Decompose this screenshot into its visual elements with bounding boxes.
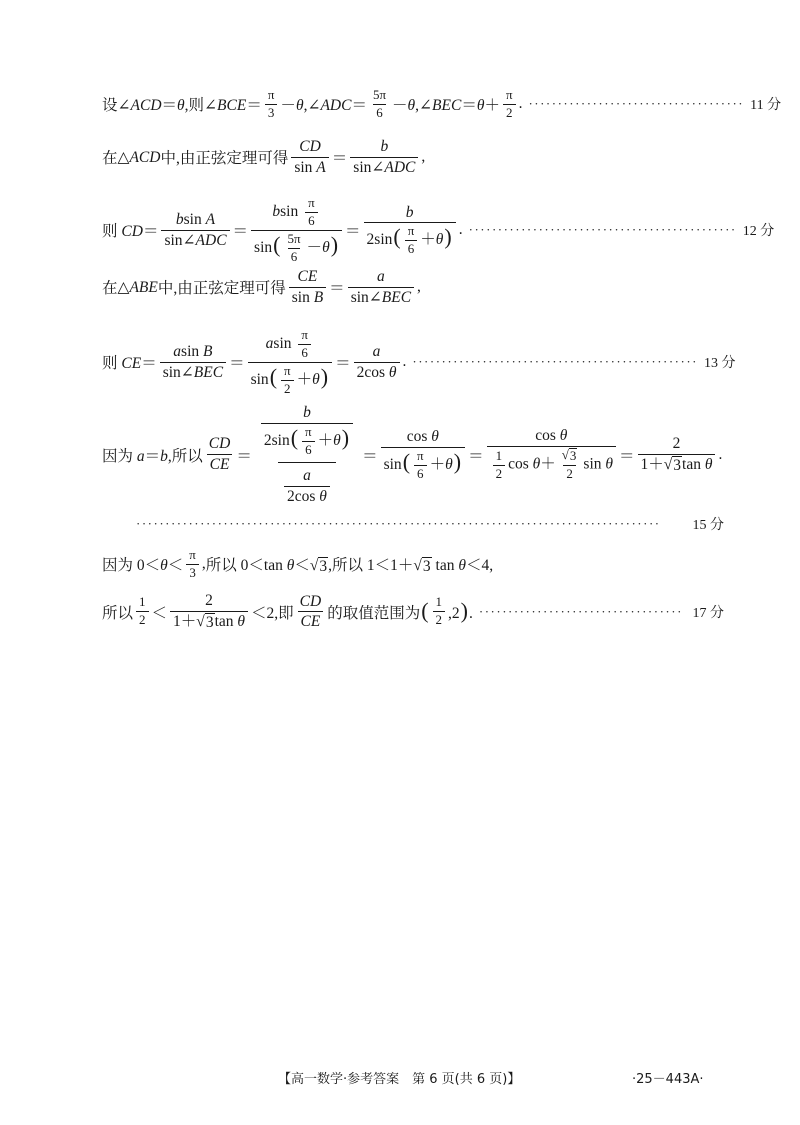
text-yinwei: 因为 (102, 447, 134, 465)
line-theta-range: 因为 0＜θ＜ $\frac{\pi}{3}$ , 所以 0＜tan θ＜√ 3 , 所以 1＜1＋√ 3 tan θ＜4, (102, 547, 494, 580)
text-suoyi: 所以 (102, 604, 134, 622)
line-sine-rule-abe: 在 △ABE 中,由正弦定理可得 $\frac{CE}{\text{sin B}}$ ＝ $\frac{a}{\text{sin∠BEC}}$ , (102, 268, 421, 306)
score-17: 17 分 (692, 605, 724, 621)
footer-code: ·25－443A· (632, 1072, 704, 1087)
line-leader-15 (102, 514, 724, 534)
text-ze: 则 (102, 355, 118, 373)
line-ce-expression: 则 CE＝ $\frac{\text{asin B}}{\text{sin∠BEC}}$ ＝ asin $\frac{\pi}{6}$ sin( $\frac{\pi}{2}$ ＋θ) ＝ $\frac{a}{\text{2cos θ}}$ . ················································· 13 分 (102, 327, 736, 396)
text-she: 设 (102, 97, 118, 115)
text-suoyi: 所以 (205, 557, 237, 575)
line-final-range: 所以 $\frac{1}{2}$ ＜ 2 1＋√ 3 tan θ ＜2, 即 $\frac{CD}{CE}$ 的取值范围为 ( $\frac{1}{2}$ ,2). ··································· 17 分 (102, 592, 724, 631)
text-suoyi: 所以 (171, 447, 203, 465)
score-15: 15 分 (692, 518, 724, 533)
text-zai: 在 (102, 150, 118, 168)
score-12: 12 分 (742, 224, 775, 240)
text-sine-rule: 中,由正弦定理可得 (157, 280, 286, 298)
leader-dots: ·············································· (468, 222, 737, 238)
text-suoyi: 所以 (331, 557, 363, 575)
text-ji: 即 (278, 604, 294, 622)
text-yinwei: 因为 (102, 557, 134, 575)
text-ze: 则 (188, 97, 205, 115)
text-zai: 在 (102, 280, 118, 298)
footer-title: 【高一数学·参考答案 第 6 页(共 6 页)】 (278, 1072, 521, 1087)
score-11: 11 分 (750, 98, 782, 114)
line-cd-expression: 则 CD＝ $\frac{\text{bsin A}}{\text{sin∠ADC}}$ ＝ bsin $\frac{\pi}{6}$ sin( $\frac{5\pi}{6}$ －θ) ＝ b 2sin( $\frac{\pi}{6}$ ＋θ) . ·············································· 12 分 (102, 195, 775, 264)
score-13: 13 分 (704, 356, 736, 372)
leader-dots: ··································· (478, 603, 683, 619)
text-ze: 则 (102, 223, 118, 241)
line-angle-setup: 设 ∠ACD＝θ, 则 ∠BCE＝ $\frac{\pi}{3}$ －θ,∠ADC＝ $\frac{5\pi}{6}$ －θ,∠BEC＝θ＋ $\frac{\pi}{2}$ . ····································· 11 分 (102, 87, 782, 120)
text-quzhi: 的取值范围为 (327, 604, 421, 622)
leader-dots: ·························································································· (136, 516, 661, 531)
leader-dots: ················································· (412, 354, 699, 370)
line-ratio: 因为 a＝b, 所以 $\frac{CD}{CE}$ ＝ b 2sin( $\frac{\pi}{6}$ ＋θ) $\frac{a}{\text{2cos θ}}$ ＝ cos θ sin( $\frac{\pi}{6}$ ＋θ) ＝ cos θ $\frac{1}{2}$ cos θ＋ √ 3 2 sin θ ＝ 2 1＋√ 3 tan θ . (102, 404, 723, 505)
line-sine-rule-acd: 在 △ACD 中,由正弦定理可得 $\frac{CD}{\text{sin A}}$ ＝ $\frac{b}{\text{sin∠ADC}}$ , (102, 138, 426, 176)
leader-dots: ····································· (528, 96, 745, 112)
text-sine-rule: 中,由正弦定理可得 (160, 150, 289, 168)
